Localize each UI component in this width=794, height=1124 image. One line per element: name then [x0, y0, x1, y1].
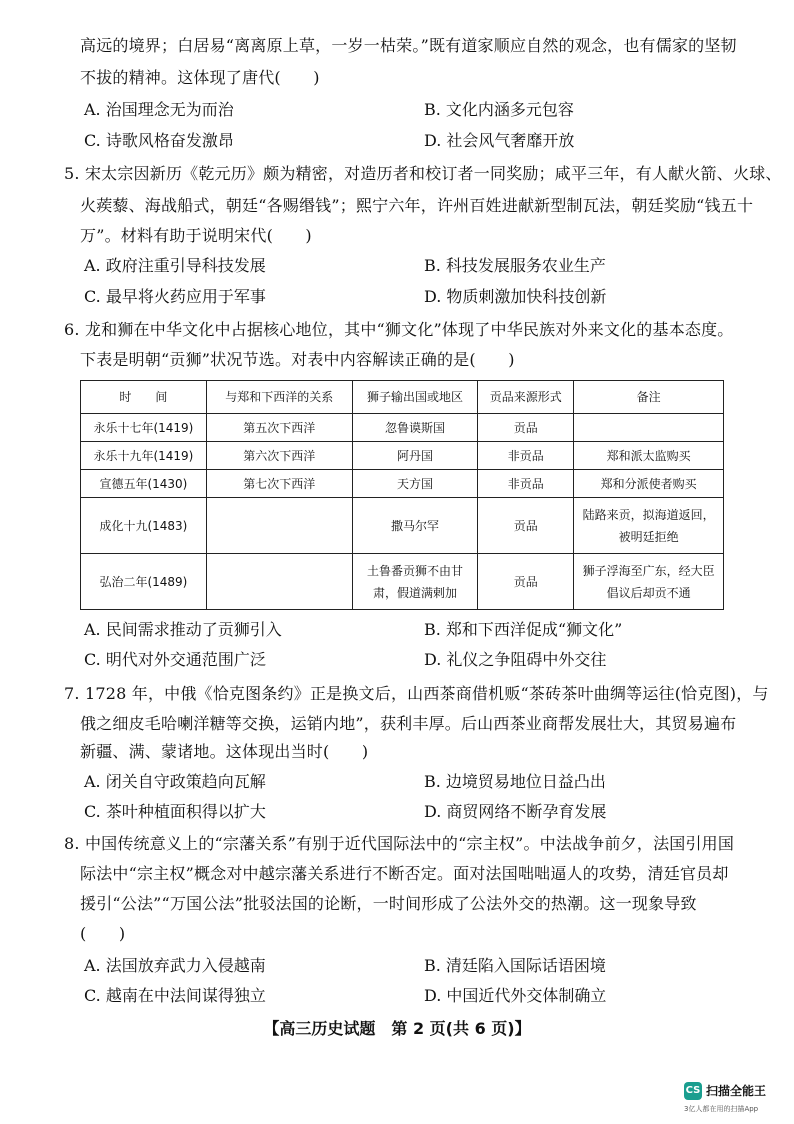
q8-option-d: D. 中国近代外交体制确立: [424, 986, 607, 1005]
table-cell: 贡品: [478, 498, 574, 554]
q5-line-2: 火蒺藜、海战船式，朝廷“各赐缗钱”；熙宁六年，许州百姓进献新型制瓦法，朝廷奖励“钱五十: [80, 196, 754, 215]
table-cell: 忽鲁谟斯国: [352, 414, 478, 442]
table-cell: 土鲁番贡狮不由甘肃，假道满剌加: [352, 554, 478, 610]
table-cell: 弘治二年(1489): [81, 554, 207, 610]
table-row: [81, 442, 724, 470]
table-cell: 宣德五年(1430): [81, 470, 207, 498]
q6-line-1: 6. 龙和狮在中华文化中占据核心地位，其中“狮文化”体现了中华民族对外来文化的基本态度。: [64, 320, 734, 339]
q8-option-c: C. 越南在中法间谋得独立: [84, 986, 266, 1005]
table-cell: 第七次下西洋: [206, 470, 352, 498]
table-header-cell: 时 间: [81, 381, 207, 414]
q4-option-d: D. 社会风气奢靡开放: [424, 131, 575, 150]
scanner-tagline: 3亿人都在用的扫描App: [684, 1105, 759, 1113]
table-header-cell: 狮子输出国或地区: [352, 381, 478, 414]
q8-line-1: 8. 中国传统意义上的“宗藩关系”有别于近代国际法中的“宗主权”。中法战争前夕，法国引用国: [64, 834, 735, 853]
q5-line-1: 5. 宋太宗因新历《乾元历》颇为精密，对造历者和校订者一同奖励；咸平三年，有人献火箭、火球、: [64, 164, 782, 183]
table-cell: 阿丹国: [352, 442, 478, 470]
scanner-app-name: 扫描全能王: [706, 1084, 767, 1098]
q6-option-a: A. 民间需求推动了贡狮引入: [84, 620, 282, 639]
q8-option-a: A. 法国放弃武力入侵越南: [84, 956, 266, 975]
q5-option-a: A. 政府注重引导科技发展: [84, 256, 266, 275]
table-cell: 撒马尔罕: [352, 498, 478, 554]
q6-option-b: B. 郑和下西洋促成“狮文化”: [424, 620, 623, 639]
table-row: [81, 554, 724, 610]
table-cell: 永乐十七年(1419): [81, 414, 207, 442]
table-cell: 陆路来贡，拟海道返回，被明廷拒绝: [574, 498, 724, 554]
q8-option-b: B. 清廷陷入国际话语困境: [424, 956, 606, 975]
table-header-cell: 与郑和下西洋的关系: [206, 381, 352, 414]
q4-line-1: 高远的境界；白居易“离离原上草，一岁一枯荣。”既有道家顺应自然的观念，也有儒家的坚韧: [80, 36, 737, 55]
q4-option-a: A. 治国理念无为而治: [84, 100, 234, 119]
table-cell: 狮子浮海至广东，经大臣倡议后却贡不通: [574, 554, 724, 610]
table-row: [81, 498, 724, 554]
table-cell: 永乐十九年(1419): [81, 442, 207, 470]
q7-line-3: 新疆、满、蒙诸地。这体现出当时( ): [80, 742, 369, 761]
q7-option-d: D. 商贸网络不断孕育发展: [424, 802, 607, 821]
table-header-row: [81, 381, 724, 414]
table-cell: 成化十九(1483): [81, 498, 207, 554]
q8-line-3: 援引“公法”“万国公法”批驳法国的论断，一时间形成了公法外交的热潮。这一现象导致: [80, 894, 697, 913]
tribute-lion-table: [80, 380, 724, 610]
table-cell: 贡品: [478, 554, 574, 610]
q5-option-d: D. 物质刺激加快科技创新: [424, 287, 607, 306]
table-cell: 第五次下西洋: [206, 414, 352, 442]
q7-line-1: 7. 1728 年，中俄《恰克图条约》正是换文后，山西茶商借机贩“茶砖茶叶曲绸等运往(恰克图)，与: [64, 684, 769, 703]
table-cell: 郑和分派使者购买: [574, 470, 724, 498]
table-row: [81, 470, 724, 498]
q5-option-b: B. 科技发展服务农业生产: [424, 256, 606, 275]
table-cell: [574, 414, 724, 442]
q6-option-d: D. 礼仪之争阻碍中外交往: [424, 650, 607, 669]
page-footer: 【高三历史试题 第 2 页(共 6 页)】: [263, 1019, 531, 1038]
table-cell: [206, 554, 352, 610]
table-cell: 天方国: [352, 470, 478, 498]
q8-line-4: ( ): [80, 924, 126, 943]
q7-option-a: A. 闭关自守政策趋向瓦解: [84, 772, 266, 791]
q5-line-3: 万”。材料有助于说明宋代( ): [80, 226, 312, 245]
table-cell: 非贡品: [478, 470, 574, 498]
table-header-cell: 贡品来源形式: [478, 381, 574, 414]
table-cell: 贡品: [478, 414, 574, 442]
table-cell: 郑和派太监购买: [574, 442, 724, 470]
q7-option-b: B. 边境贸易地位日益凸出: [424, 772, 606, 791]
scanner-logo-icon: CS: [684, 1082, 702, 1100]
table-cell: [206, 498, 352, 554]
q5-option-c: C. 最早将火药应用于军事: [84, 287, 266, 306]
q8-line-2: 际法中“宗主权”概念对中越宗藩关系进行不断否定。面对法国咄咄逼人的攻势，清廷官员却: [80, 864, 729, 883]
table-row: [81, 414, 724, 442]
scanner-watermark: [684, 1082, 794, 1118]
q4-option-b: B. 文化内涵多元包容: [424, 100, 574, 119]
table-header-cell: 备注: [574, 381, 724, 414]
q7-option-c: C. 茶叶种植面积得以扩大: [84, 802, 266, 821]
q7-line-2: 俄之细皮毛哈喇洋糖等交换，运销内地”，获利丰厚。后山西茶业商帮发展壮大，其贸易遍布: [80, 714, 737, 733]
table-cell: 第六次下西洋: [206, 442, 352, 470]
q6-line-2: 下表是明朝“贡狮”状况节选。对表中内容解读正确的是( ): [80, 350, 515, 369]
table-cell: 非贡品: [478, 442, 574, 470]
q4-option-c: C. 诗歌风格奋发激昂: [84, 131, 234, 150]
q6-option-c: C. 明代对外交通范围广泛: [84, 650, 266, 669]
q4-line-2: 不拔的精神。这体现了唐代( ): [80, 68, 320, 87]
